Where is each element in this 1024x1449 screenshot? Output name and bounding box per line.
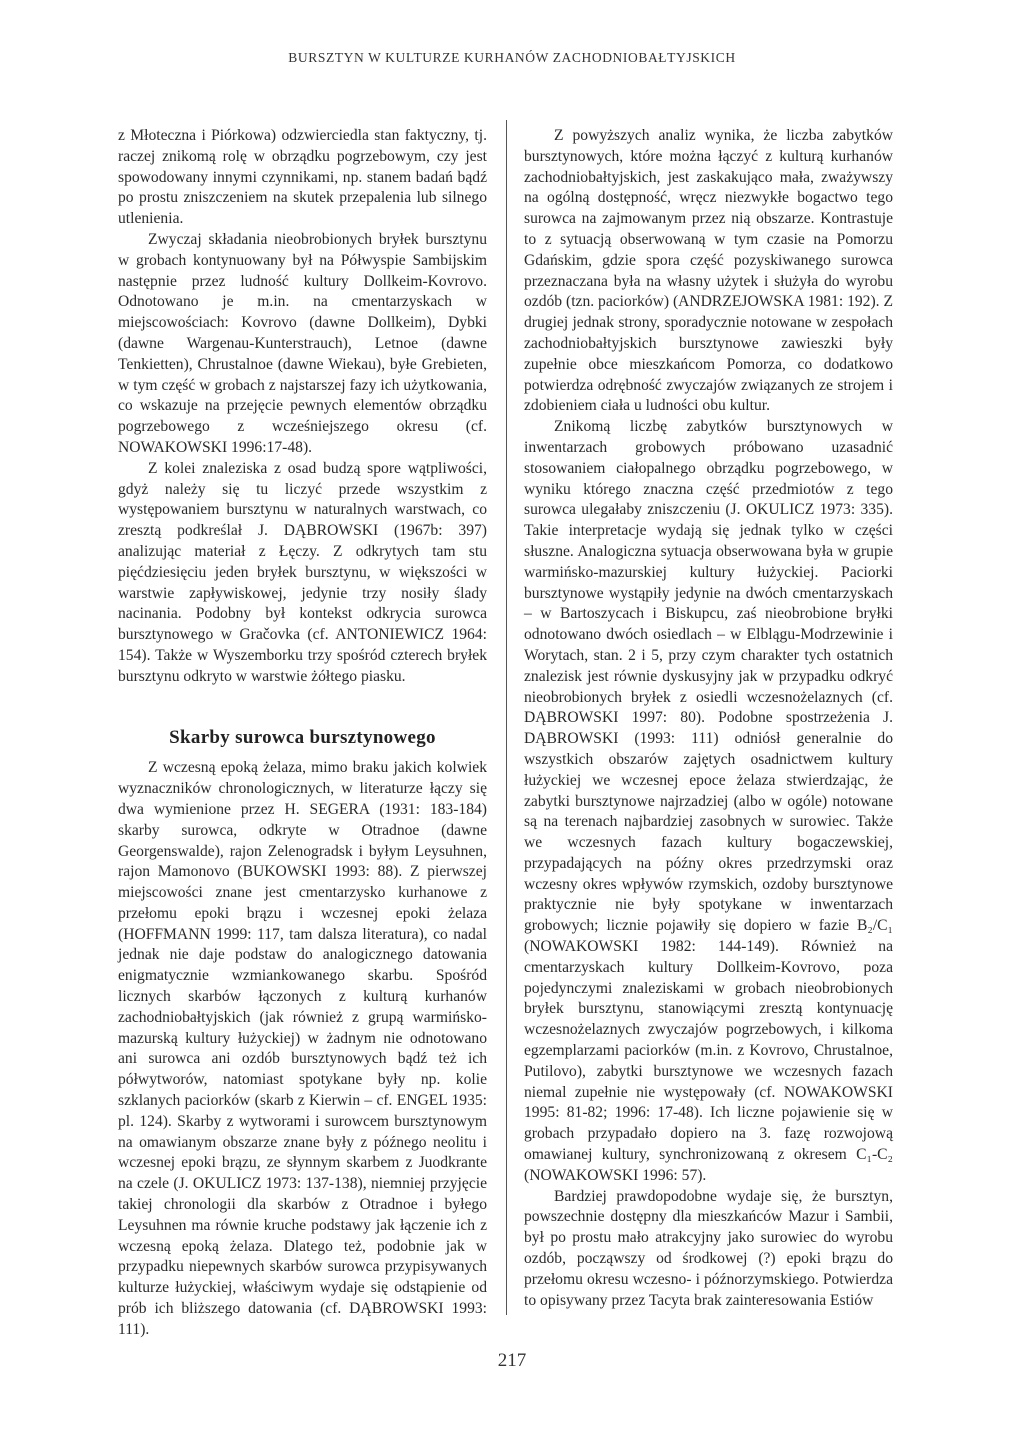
section-heading: Skarby surowca bursztynowego bbox=[169, 726, 436, 748]
column-divider bbox=[506, 120, 507, 1315]
paragraph: Z wczesną epoką żelaza, mimo braku jakich kolwiek wyznaczników chronologicznych, w literaturze łączy się dwa wymienione przez H. SEGERA (1931: 183-184) skarby surowca, odkryte w Otradnoe (dawne Georgenswalde), rajon Zelenogradsk i byłym Leysuhnen, rajon Mamonovo (BUKOWSKI 1993: 88). Z pierwszej miejscowości znane jest cmentarzysko kurhanowe z przełomu epoki brązu i wczesnej epoki żelaza (HOFFMANN 1999: 117, tam dalsza literatura), co nadal jednak nie daje podstaw do analogicznego datowania enigmatycznie wzmiankowanego skarbu. Spośród licznych skarbów łączonych z kulturą kurhanów zachodniobałtyjskich (jak również z grupą warmińsko-mazurską kultury łużyckiej) w żadnym nie odnotowano ani surowca ani ozdób bursztynowych bądź też ich półwytworów, natomiast spotykane były np. kolie szklanych paciorków (skarb z Kierwin – cf. ENGEL 1935: pl. 124). Skarby z wytworami i surowcem bursztynowym na omawianym obszarze znane były z późnego neolitu i wczesnej epoki brązu, ze słynnym skarbem z Juodkrante na czele (J. OKULICZ 1973: 137-138), niemniej przyjęcie takiej chronologii dla skarbów z Otradnoe i byłego Leysuhnen ma równie kruche podstawy jak łączenie ich z wczesną epoką żelaza. Dlatego też, podobnie jak w przypadku niepewnych skarbów surowca przypisywanych kulturze łużyckiej, właściwym wydaje się odstąpienie od prób ich bliższego datowania (cf. DĄBROWSKI 1993: 111). bbox=[118, 759, 487, 1338]
paragraph: Z powyższych analiz wynika, że liczba zabytków bursztynowych, które można łączyć z kulturą kurhanów zachodniobałtyjskich, jest zaskakująco mała, zważywszy na ogólną dostępność, wręcz niezwykłe bogactwo tego surowca na zajmowanym przez nią obszarze. Kontrastuje to z sytuacją obserwowaną w tym czasie na Pomorzu Gdańskim, gdzie spora część pozyskiwanego surowca przeznaczana była na własny użytek i służyła do wyrobu ozdób (tzn. paciorków) (ANDRZEJOWSKA 1981: 192). Z drugiej jednak strony, sporadycznie notowane w zespołach zachodniobałtyjskich bursztynowe zawieszki były zupełnie obce mieszkańcom Pomorza, co dodatkowo potwierdza odrębność zwyczajów związanych ze strojem i zdobieniem ciała u ludności obu kultur. bbox=[524, 127, 893, 415]
page-number: 217 bbox=[497, 1350, 527, 1371]
paragraph: Z kolei znaleziska z osad budzą spore wątpliwości, gdyż należy się tu liczyć przede wszystkim z występowaniem bursztynu w naturalnych warstwach, co zresztą podkreślał J. DĄBROWSKI (1967b: 397) analizując materiał z Łęczy. Z odkrytych tam stu pięćdziesięciu jeden bryłek bursztynu, w większości w warstwie zapływiskowej, jedynie trzy nosiły ślady nacinania. Podobny był kontekst odkrycia surowca bursztynowego w Gračovka (cf. ANTONIEWICZ 1964: 154). Także w Wyszemborku trzy spośród czterech bryłek bursztynu odkryto w warstwie żółtego piasku. bbox=[118, 459, 487, 685]
left-column bbox=[118, 126, 487, 1341]
right-column bbox=[524, 126, 893, 1311]
running-head: BURSZTYN W KULTURZE KURHANÓW ZACHODNIOBAŁTYJSKICH bbox=[288, 50, 736, 65]
paragraph: Bardziej prawdopodobne wydaje się, że bursztyn, powszechnie dostępny dla mieszkańców Mazur i Sambii, był po prostu mało atrakcyjny jako surowiec do wyrobu ozdób, począwszy od środkowej (?) epoki brązu do przełomu okresu wczesno- i późnorzymskiego. Potwierdza to opisywany przez Tacyta brak zainteresowania Estiów bbox=[524, 1187, 893, 1309]
paragraph: z Młoteczna i Piórkowa) odzwierciedla stan faktyczny, tj. raczej znikomą rolę w obrządku pogrzebowym, czy jest spowodowany innymi czynnikami, np. stanem badań bądź po prostu zniszczeniem na skutek przepalenia lub silnego utlenienia. bbox=[118, 127, 487, 228]
paragraph: Znikomą liczbę zabytków bursztynowych w inwentarzach grobowych próbowano uzasadnić stosowaniem ciałopalnego obrządku pogrzebowego, w wyniku którego znaczna część przedmiotów z tego surowca ulegałaby zniszczeniu (J. OKULICZ 1973: 335). Takie interpretacje wydają się jednak tylko w części słuszne. Analogiczna sytuacja obserwowana była w grupie warmińsko-mazurskiej kultury łużyckiej. Paciorki bursztynowe wystąpiły jedynie na dwóch cmentarzyskach – w Bartoszycach i Biskupcu, zaś nieobrobione bryłki odnotowano dwóch osiedlach – w Elblągu-Modrzewinie i Worytach, stan. 2 i 5, przy czym charakter tych ostatnich znalezisk jest równie dyskusyjny jak w przypadku odkryć nieobrobionych bryłek z osiedli wczesnożelaznych (cf. DĄBROWSKI 1997: 80). Podobne spostrzeżenia J. DĄBROWSKI (1993: 111) odniósł generalnie do wszystkich obszarów zajętych osadnictwem kultury łużyckiej we wczesnej epoce żelaza stwierdzając, że zabytki bursztynowe najrzadziej (albo w ogóle) notowane są na terenach najbardziej zasobnych w surowiec. Także we wczesnych fazach kultury bogaczewskiej, przypadających na późny okres przedrzymski oraz wczesny okres wpływów rzymskich, ozdoby bursztynowe praktycznie nie były spotykane w inwentarzach grobowych; licznie pojawiły się dopiero w fazie B₂/C₁ (NOWAKOWSKI 1982: 144-149). Również na cmentarzyskach kultury Dollkeim-Kovrovo, poza pojedynczymi znaleziskami w grobach nieobrobionych bryłek bursztynu, stanowiącymi zresztą kontynuację wczesnożelaznych zwyczajów pogrzebowych, i kilkoma egzemplarzami paciorków (m.in. z Kovrovo, Chrustalnoe, Putilovo), zabytki bursztynowe we wczesnych fazach niemal zupełnie nie występowały (cf. NOWAKOWSKI 1995: 81-82; 1996: 17-48). Ich liczne pojawienie się w grobach przypadało dopiero na 3. fazę rozwojową omawianej kultury, synchronizowaną z okresem C₁-C₂ (NOWAKOWSKI 1996: 57). bbox=[524, 418, 893, 1184]
paragraph: Zwyczaj składania nieobrobionych bryłek bursztynu w grobach kontynuowany był na Półwyspie Sambijskim następnie przez ludność kultury Dollkeim-Kovrovo. Odnotowano je m.in. na cmentarzyskach w miejscowościach: Kovrovo (dawne Dollkeim), Dybki (dawne Wargenau-Kunterstrauch), Letnoe (dawne Tenkietten), Chrustalnoe (dawne Wiekau), byłe Grebieten, w tym część w grobach z najstarszej fazy ich użytkowania, co wskazuje na przejęcie pewnych elementów obrządku pogrzebowego z wcześniejszego okresu (cf. NOWAKOWSKI 1996:17-48). bbox=[118, 230, 487, 456]
